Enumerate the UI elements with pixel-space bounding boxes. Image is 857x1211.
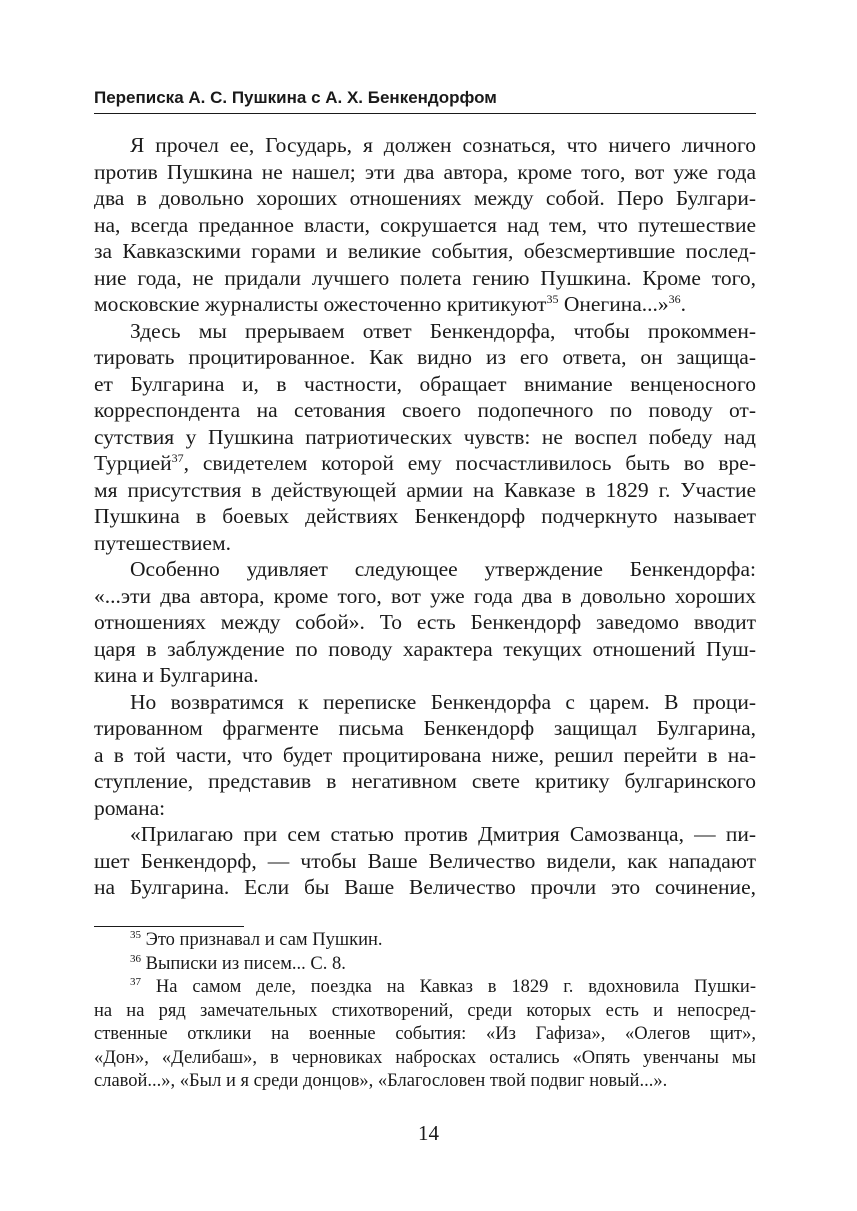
footnote-number: 37 [130,976,141,988]
running-header: Переписка А. С. Пушкина с А. Х. Бенкендорфом [94,88,497,107]
text-line: «Прилагаю при сем статью против Дмитрия Самозванца, — пи- [130,822,756,846]
text-line: ступление, представив в негативном свете критику булгаринского [94,769,756,793]
text-line: а в той части, что будет процитирована ниже, решил перейти в на- [94,742,756,767]
text-line: Особенно удивляет следующее утверждение Бенкендорфа: [130,557,756,581]
text-line: царя в заблуждение по поводу характера текущих отношений Пуш- [94,636,756,661]
text-line: тировать процитированное. Как видно из его ответа, он защища- [94,345,756,369]
paragraph [94,318,756,557]
paragraph [94,556,756,689]
footnote-ref[interactable]: 37 [171,451,184,465]
paragraph [94,132,756,318]
text-line: корреспондента на сетования своего подопечного по поводу от- [94,398,756,422]
text-line: Пушкина в боевых действиях Бенкендорф подчеркнуто называет [94,504,756,528]
header-divider [94,113,756,114]
footnote-line: на на ряд замечательных стихотворений, среди которых есть и непосред- [94,1000,756,1021]
text-fragment: московские журналисты ожесточенно критикуют [94,292,547,316]
footnote-ref[interactable]: 35 [546,292,559,306]
footnote-text: Это признавал и сам Пушкин. [145,930,383,950]
text-line: на Булгарина. Если бы Ваше Величество прочли это сочинение, [94,875,756,899]
text-line: шет Бенкендорф, — чтобы Ваше Величество видели, как нападают [94,848,756,873]
footnote-divider [94,926,244,927]
text-line: сутствия у Пушкина патриотических чувств: не воспел победу над [94,424,756,449]
text-line: Здесь мы прерываем ответ Бенкендорфа, чтобы прокоммен- [130,318,756,343]
text-line: два в довольно хороших отношениях между собой. Перо Булгари- [94,186,756,210]
footnote-line: ственные отклики на военные события: «Из Гафиза», «Олегов щит», [94,1024,756,1044]
text-line: ет Булгарина и, в частности, обращает внимание венценосного [94,371,756,396]
text-fragment: Турцией [94,451,172,475]
text-line: романа: [94,795,166,820]
text-line: путешествием. [94,530,231,555]
footnote-ref[interactable]: 36 [668,292,681,306]
text-line [94,291,756,318]
footnote [94,929,756,953]
footnote-number: 36 [130,952,141,965]
text-line: на, всегда преданное власти, сокрушается над тем, что путешествие [94,212,756,237]
footnote-text: На самом деле, поездка на Кавказ в 1829 г. вдохновила Пушки- [155,977,756,997]
footnote-text: Выписки из писем... С. 8. [145,953,346,974]
text-line: мя присутствия в действующей армии на Кавказе в 1829 г. Участие [94,477,756,502]
footnote-line: «Дон», «Делибаш», в черновиках набросках остались «Опять увенчаны мы [94,1047,756,1068]
text-line: за Кавказскими горами и великие события, обезсмертившие послед- [94,239,756,263]
paragraph [94,689,756,822]
footnote-line: славой...», «Был и я среди донцов», «Благословен твой подвиг новый...». [94,1071,668,1091]
text-line: тированном фрагменте письма Бенкендорф защищал Булгарина, [94,716,756,740]
text-line [94,450,756,477]
footnote [94,953,756,977]
page-number: 14 [418,1121,439,1145]
text-line: против Пушкина не нашел; эти два автора, кроме того, вот уже года [94,159,756,184]
text-line: Но возвратимся к переписке Бенкендорфа с царем. В проци- [130,689,756,714]
main-text [94,132,756,901]
text-line: кина и Булгарина. [94,663,259,687]
footnotes [94,929,756,1094]
text-fragment: . [680,292,687,316]
text-line: ние года, не придали лучшего полета гению Пушкина. Кроме того, [94,265,756,290]
text-line: Я прочел ее, Государь, я должен сознаться, что ничего личного [130,133,756,157]
paragraph [94,821,756,901]
footnote-number: 35 [130,929,141,941]
text-fragment: , свидетелем которой ему посчастливилось быть во вре- [183,451,756,475]
text-line: «...эти два автора, кроме того, вот уже года два в довольно хороших [94,583,756,608]
text-fragment: Онегина...» [558,292,669,316]
footnote [94,976,756,1000]
text-line: отношениях между собой». То есть Бенкендорф заведомо вводит [94,610,756,634]
